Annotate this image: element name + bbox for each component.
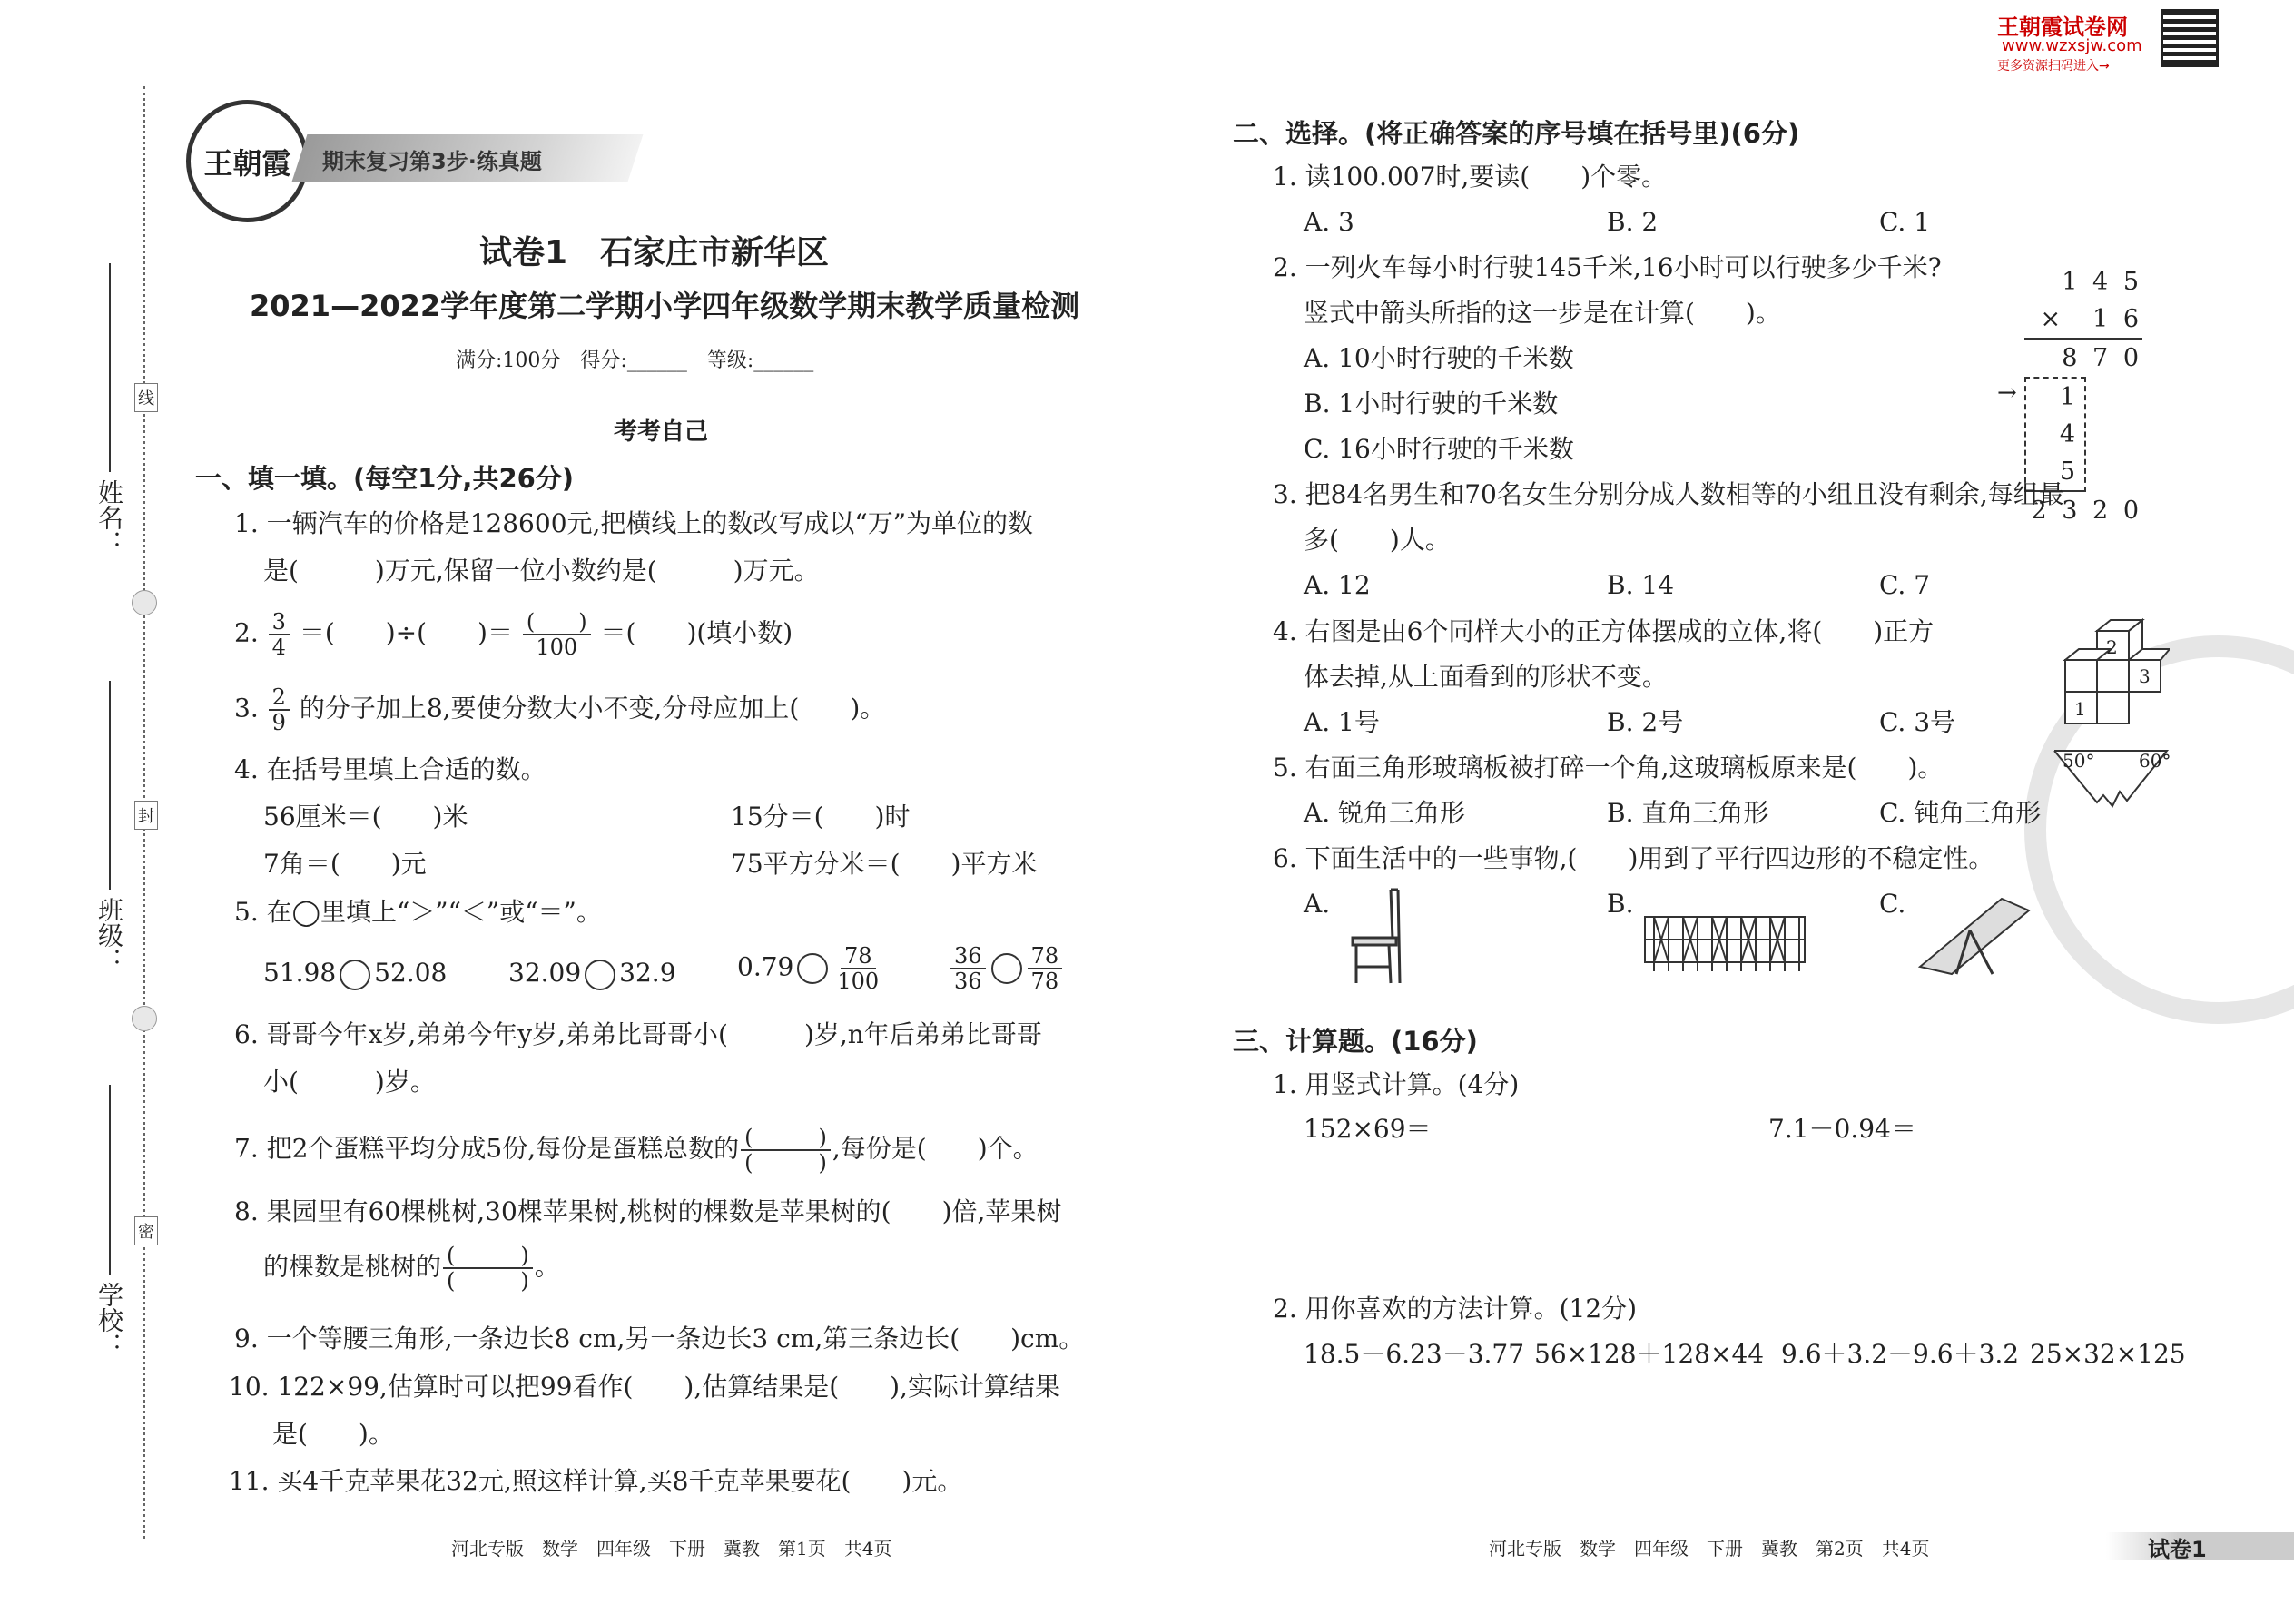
s2-q2-opt-b[interactable]: B. 1小时行驶的千米数 bbox=[1304, 389, 1559, 418]
s2-q1-opt-c[interactable]: C. 1 bbox=[1879, 207, 1931, 237]
s1-q5-a: 51.98 52.08 bbox=[263, 955, 447, 991]
s1-q3 bbox=[234, 685, 885, 734]
cube-label: 1 bbox=[2074, 698, 2086, 720]
section1-heading: 一、填一填。(每空1分,共26分) bbox=[195, 463, 575, 494]
seal-mark-xian: 线 bbox=[134, 383, 158, 412]
binding-hole-icon bbox=[132, 1006, 157, 1031]
s1-q5-b: 32.09 32.9 bbox=[508, 955, 676, 991]
calc-row: 8 7 0 bbox=[2062, 344, 2142, 372]
s1-q3-tail: 的分子加上8,要使分数大小不变,分母应加上( )。 bbox=[299, 693, 886, 723]
s1-q8-line1: 8. 果园里有60棵桃树,30棵苹果树,桃树的棵数是苹果树的( )倍,苹果树 bbox=[234, 1196, 1062, 1226]
s2-q5: 5. 右面三角形玻璃板被打碎一个角,这玻璃板原来是( )。 bbox=[1273, 753, 1944, 782]
brand-tip: 更多资源扫码进入→ bbox=[1997, 59, 2110, 74]
s2-q1: 1. 读100.007时,要读( )个零。 bbox=[1273, 162, 1668, 192]
section-title: 考考自己 bbox=[614, 418, 709, 446]
s2-q3-opt-c[interactable]: C. 7 bbox=[1879, 570, 1931, 600]
s2-q4-opt-c[interactable]: C. 3号 bbox=[1879, 707, 1956, 737]
s1-q1-line2: 是( )万元,保留一位小数约是( )万元。 bbox=[263, 556, 820, 586]
name-label: 姓名： bbox=[94, 479, 124, 556]
s1-q5: 5. 在◯里填上“＞”“＜”或“＝”。 bbox=[234, 897, 602, 927]
s2-q6-opt-a[interactable]: A. bbox=[1304, 889, 1331, 919]
s2-q3-opt-b[interactable]: B. 14 bbox=[1607, 570, 1675, 600]
calc-row: 2 3 2 0 bbox=[2031, 497, 2142, 525]
name-underline bbox=[109, 263, 111, 472]
footer-badge: 试卷1 bbox=[2148, 1537, 2207, 1562]
s2-q2-opt-c[interactable]: C. 16小时行驶的千米数 bbox=[1304, 434, 1574, 464]
brand-logo bbox=[186, 100, 309, 222]
cube-figure bbox=[2061, 617, 2170, 731]
s2-q2-line2: 竖式中箭头所指的这一步是在计算( )。 bbox=[1304, 298, 1781, 328]
fraction: $\frac{36}{36}$ bbox=[950, 944, 986, 993]
s2-q5-opt-c[interactable]: C. 钝角三角形 bbox=[1879, 798, 2042, 828]
angle-label: 50° bbox=[2063, 750, 2095, 772]
seal-mark-mi: 密 bbox=[134, 1216, 158, 1245]
calc-row: × 1 6 bbox=[2024, 300, 2142, 340]
s1-q7: 7. 把2个蛋糕平均分成5份,每份是蛋糕总数的 $\frac{( )}{( )}$ ,每份是( )个。 bbox=[234, 1125, 1039, 1176]
s1-q6-line1: 6. 哥哥今年x岁,弟弟今年y岁,弟弟比哥哥小( )岁,n年后弟弟比哥哥 bbox=[234, 1019, 1042, 1049]
s2-q1-opt-a[interactable]: A. 3 bbox=[1304, 207, 1354, 237]
compare-circle[interactable] bbox=[991, 953, 1022, 984]
angle-label: 60° bbox=[2139, 750, 2171, 772]
s1-q2-tail: ＝( )(填小数) bbox=[600, 617, 793, 648]
s1-q8-line2: 的棵数是桃树的 $\frac{( )}{( )}$ 。 bbox=[263, 1243, 560, 1294]
s2-q5-opt-b[interactable]: B. 直角三角形 bbox=[1607, 798, 1769, 828]
s3-q2-item: 56×128＋128×44 bbox=[1534, 1339, 1765, 1369]
s1-q4: 4. 在括号里填上合适的数。 bbox=[234, 754, 546, 784]
s1-q4-b: 15分＝( )时 bbox=[731, 802, 911, 832]
school-label: 学校： bbox=[94, 1282, 124, 1358]
fraction: $\frac{( )}{( )}$ bbox=[443, 1244, 533, 1293]
s1-q5-d bbox=[949, 944, 1064, 993]
school-underline bbox=[109, 1085, 111, 1275]
s1-q5-c: 0.79 $\frac{78}{100}$ bbox=[737, 944, 884, 993]
cube-label: 2 bbox=[2106, 636, 2118, 658]
s1-q11: 11. 买4千克苹果花32元,照这样计算,买8千克苹果要花( )元。 bbox=[229, 1466, 963, 1496]
s1-q2-mid: ＝( )÷( )＝ bbox=[299, 617, 513, 648]
fraction: $\frac{78}{100}$ bbox=[837, 943, 880, 994]
qr-code-icon[interactable] bbox=[2161, 9, 2219, 67]
arrow-icon: → bbox=[1997, 379, 2017, 407]
s3-q1-a: 152×69＝ bbox=[1304, 1114, 1432, 1144]
section3-heading: 三、计算题。(16分) bbox=[1233, 1026, 1478, 1057]
s1-q4-a: 56厘米＝( )米 bbox=[263, 802, 468, 832]
class-label: 班级： bbox=[94, 897, 124, 973]
seal-mark-feng: 封 bbox=[134, 801, 158, 830]
s2-q2-opt-a[interactable]: A. 10小时行驶的千米数 bbox=[1304, 343, 1574, 373]
fraction: $\frac{78}{78}$ bbox=[1028, 944, 1063, 993]
s2-q4-opt-b[interactable]: B. 2号 bbox=[1607, 707, 1684, 737]
step-label: 期末复习第3步·练真题 bbox=[322, 149, 542, 174]
footer-right: 河北专版 数学 四年级 下册 冀教 第2页 共4页 bbox=[1489, 1538, 1930, 1560]
s2-q6-opt-c[interactable]: C. bbox=[1879, 889, 1906, 919]
s2-q3-line1: 3. 把84名男生和70名女生分别分成人数相等的小组且没有剩余,每组最 bbox=[1273, 479, 2064, 509]
s2-q6-opt-b[interactable]: B. bbox=[1607, 889, 1634, 919]
section2-heading: 二、选择。(将正确答案的序号填在括号里)(6分) bbox=[1233, 118, 1800, 149]
calc-row: 1 4 5 bbox=[2062, 268, 2142, 296]
s1-q3-prefix: 3. bbox=[234, 693, 259, 723]
s3-q2-item: 9.6＋3.2－9.6＋3.2 bbox=[1781, 1339, 2020, 1369]
s2-q3-line2: 多( )人。 bbox=[1304, 525, 1451, 555]
s2-q5-opt-a[interactable]: A. 锐角三角形 bbox=[1304, 798, 1466, 828]
s1-q6-line2: 小( )岁。 bbox=[263, 1067, 436, 1097]
binding-hole-icon bbox=[132, 590, 157, 615]
s1-q9: 9. 一个等腰三角形,一条边长8 cm,另一条边长3 cm,第三条边长( )cm。 bbox=[234, 1324, 1085, 1353]
s2-q4-line2: 体去掉,从上面看到的形状不变。 bbox=[1304, 662, 1668, 692]
s1-q2-prefix: 2. bbox=[234, 617, 259, 648]
s1-q3-fraction: $\frac{2}{9}$ bbox=[269, 685, 290, 734]
easel-image bbox=[1915, 894, 2033, 976]
compare-circle[interactable] bbox=[585, 960, 615, 990]
compare-circle[interactable] bbox=[340, 960, 370, 990]
s1-q1-line1: 1. 一辆汽车的价格是128600元,把横线上的数改写成以“万”为单位的数 bbox=[234, 508, 1034, 538]
s1-q10-line1: 10. 122×99,估算时可以把99看作( ),估算结果是( ),实际计算结果 bbox=[229, 1372, 1060, 1402]
class-underline bbox=[109, 681, 111, 890]
s2-q4-opt-a[interactable]: A. 1号 bbox=[1304, 707, 1380, 737]
score-line: 满分:100分 得分:______ 等级:______ bbox=[456, 349, 814, 372]
calc-row-highlighted: 1 4 5 bbox=[2024, 377, 2086, 492]
footer-left: 河北专版 数学 四年级 下册 冀教 第1页 共4页 bbox=[451, 1538, 892, 1560]
s1-q10-line2: 是( )。 bbox=[272, 1419, 394, 1449]
s1-q2-fraction2: $\frac{( )}{100}$ bbox=[523, 610, 591, 659]
brand-site: 王朝霞试卷网 bbox=[1997, 15, 2128, 40]
s2-q6: 6. 下面生活中的一些事物,( )用到了平行四边形的不稳定性。 bbox=[1273, 843, 1994, 873]
fraction: $\frac{( )}{( )}$ bbox=[741, 1126, 831, 1175]
s3-q2-item: 18.5－6.23－3.77 bbox=[1304, 1339, 1525, 1369]
s1-q2-fraction: $\frac{3}{4}$ bbox=[269, 610, 290, 659]
s1-q2 bbox=[234, 610, 793, 659]
exam-title: 试卷1 石家庄市新华区 bbox=[479, 234, 830, 271]
s2-q2-line1: 2. 一列火车每小时行驶145千米,16小时可以行驶多少千米? bbox=[1273, 252, 1942, 282]
s3-q1: 1. 用竖式计算。(4分) bbox=[1273, 1069, 1520, 1099]
s1-q4-d: 75平方分米＝( )平方米 bbox=[731, 849, 1038, 879]
folding-chair-image bbox=[1344, 885, 1407, 985]
s3-q2-item: 25×32×125 bbox=[2030, 1339, 2186, 1369]
compare-circle[interactable] bbox=[797, 953, 828, 984]
s1-q4-c: 7角＝( )元 bbox=[263, 849, 427, 879]
s3-q1-b: 7.1－0.94＝ bbox=[1768, 1114, 1916, 1144]
brand-url: www.wzxsjw.com bbox=[2002, 36, 2142, 55]
exam-subtitle: 2021—2022学年度第二学期小学四年级数学期末教学质量检测 bbox=[250, 289, 1080, 323]
s2-q4-line1: 4. 右图是由6个同样大小的正方体摆成的立体,将( )正方 bbox=[1273, 616, 1935, 646]
cube-label: 3 bbox=[2139, 665, 2151, 687]
s3-q2: 2. 用你喜欢的方法计算。(12分) bbox=[1273, 1294, 1638, 1324]
logo-text: 王朝霞 bbox=[203, 145, 291, 181]
retractable-gate-image bbox=[1643, 912, 1807, 980]
s2-q1-opt-b[interactable]: B. 2 bbox=[1607, 207, 1659, 237]
s2-q3-opt-a[interactable]: A. 12 bbox=[1304, 570, 1371, 600]
